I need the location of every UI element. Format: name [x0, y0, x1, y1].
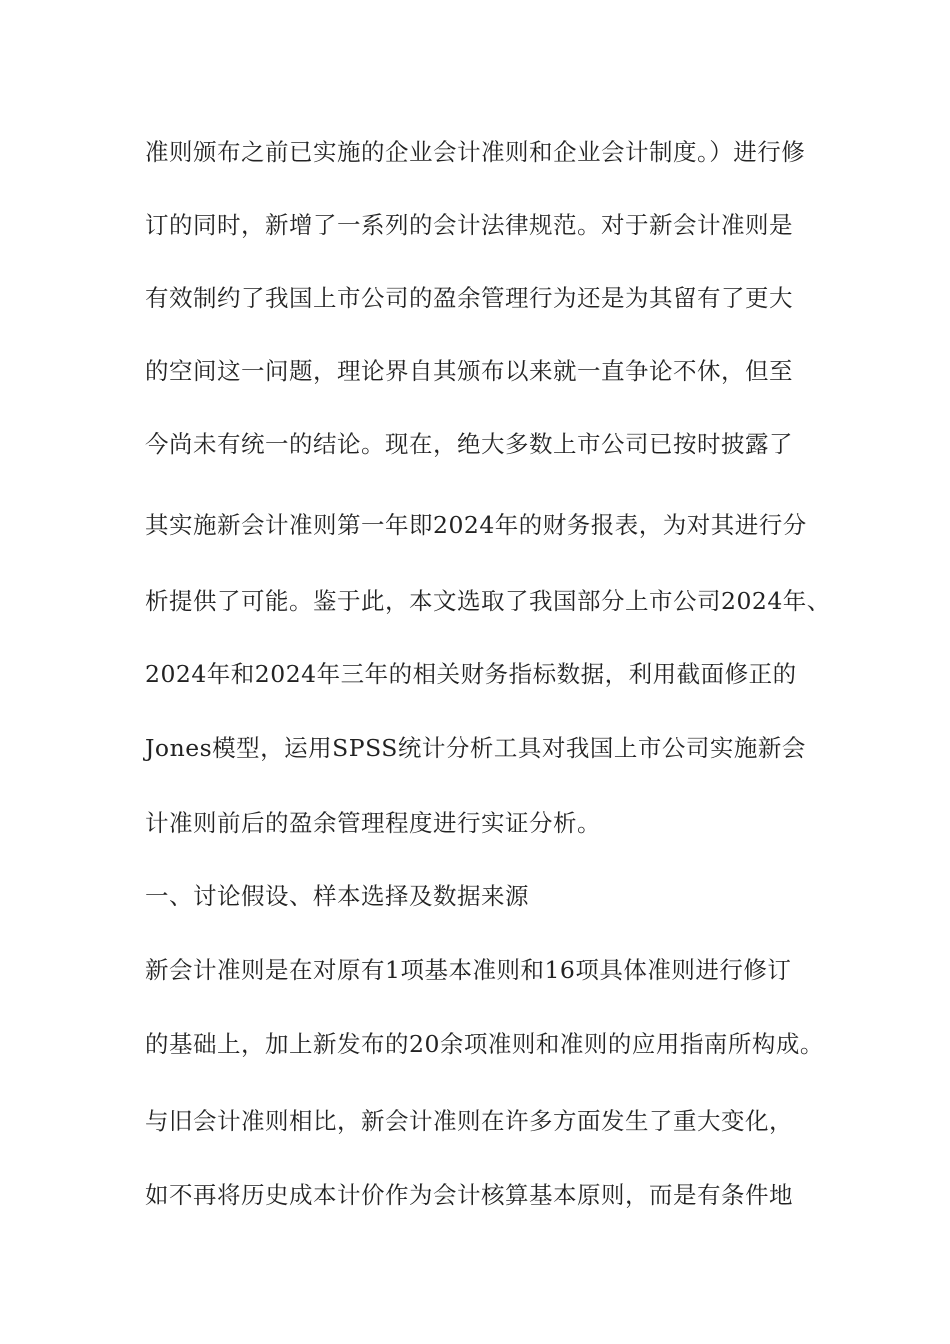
paragraph-line: 准则颁布之前已实施的企业会计准则和企业会计制度。）进行修 [145, 138, 806, 166]
paragraph-line: 新会计准则是在对原有1项基本准则和16项具体准则进行修订 [145, 956, 792, 984]
paragraph-line: 如不再将历史成本计价作为会计核算基本原则，而是有条件地 [145, 1181, 793, 1209]
paragraph-line: 其实施新会计准则第一年即2024年的财务报表，为对其进行分 [145, 511, 807, 539]
section-heading: 一、讨论假设、样本选择及数据来源 [145, 882, 529, 910]
paragraph-line: 的基础上，加上新发布的20余项准则和准则的应用指南所构成。 [145, 1030, 824, 1058]
paragraph-line: 与旧会计准则相比，新会计准则在许多方面发生了重大变化， [145, 1107, 793, 1135]
paragraph-line: 的空间这一问题，理论界自其颁布以来就一直争论不休，但至 [145, 357, 793, 385]
paragraph-line: 今尚未有统一的结论。现在，绝大多数上市公司已按时披露了 [145, 430, 793, 458]
paragraph-line: 2024年和2024年三年的相关财务指标数据，利用截面修正的 [145, 660, 797, 688]
paragraph-line: 订的同时，新增了一系列的会计法律规范。对于新会计准则是 [145, 211, 793, 239]
paragraph-line: 计准则前后的盈余管理程度进行实证分析。 [145, 809, 601, 837]
paragraph-line: 析提供了可能。鉴于此，本文选取了我国部分上市公司2024年、 [145, 587, 831, 615]
paragraph-line: 有效制约了我国上市公司的盈余管理行为还是为其留有了更大 [145, 284, 793, 312]
paragraph-line: Jones模型，运用SPSS统计分析工具对我国上市公司实施新会 [145, 734, 806, 762]
